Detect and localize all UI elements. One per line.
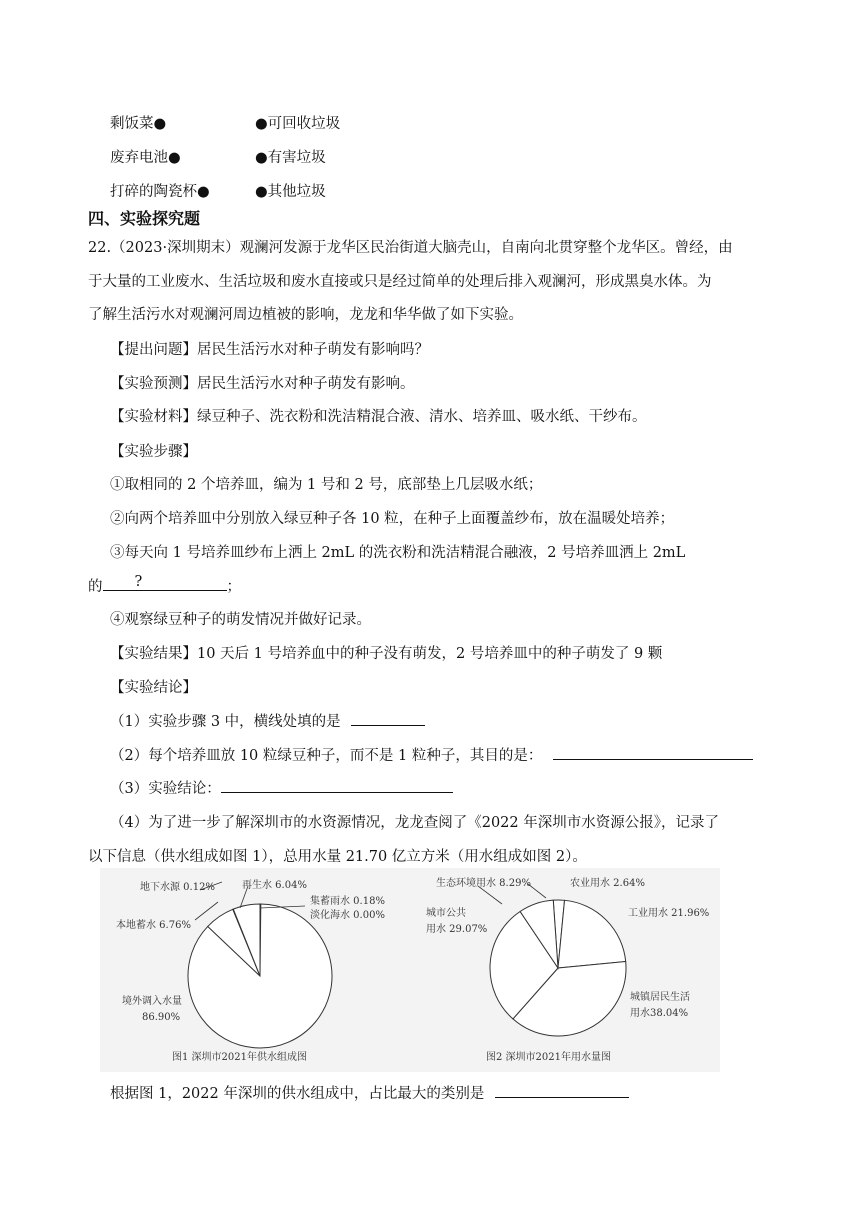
label-chengzhen-1: 城镇居民生活 bbox=[630, 992, 690, 1003]
step-3-blank-mark: ? bbox=[134, 574, 143, 590]
q2 bbox=[110, 744, 753, 765]
step-4: ④观察绿豆种子的萌发情况并做好记录。 bbox=[110, 612, 371, 628]
label-nongye: 农业用水 2.64% bbox=[570, 878, 645, 889]
label-haishui: 淡化海水 0.00% bbox=[310, 910, 385, 921]
step-1: ①取相同的 2 个培养皿，编为 1 号和 2 号，底部垫上几层吸水纸； bbox=[110, 477, 543, 493]
leader-bendi bbox=[195, 902, 218, 920]
step-3-prefix: 的 bbox=[88, 579, 103, 595]
q2-text: （2）每个培养皿放 10 粒绿豆种子，而不是 1 粒种子，其目的是： bbox=[110, 748, 543, 764]
intro-line-2: 于大量的工业废水、生活垃圾和废水直接或只是经过简单的处理后排入观澜河，形成黑臭水体。为 bbox=[88, 274, 712, 290]
steps-title: 【实验步骤】 bbox=[110, 444, 197, 460]
label-dixia: 地下水源 0.12% bbox=[140, 882, 215, 893]
q1-text: （1）实验步骤 3 中，横线处填的是 bbox=[110, 714, 341, 730]
label-chengzhen-2: 用水38.04% bbox=[630, 1008, 689, 1019]
intro-line-3: 了解生活污水对观澜河周边植被的影响，龙龙和华华做了如下实验。 bbox=[88, 307, 523, 323]
result: 【实验结果】10 天后 1 号培养血中的种子没有萌发，2 号培养皿中的种子萌发了 9 颗 bbox=[110, 646, 663, 662]
label-waijing-2: 86.90% bbox=[142, 1012, 181, 1023]
match-left-1: 剩饭菜● bbox=[110, 116, 167, 132]
pie-2-slices bbox=[490, 900, 626, 1036]
label-gongye: 工业用水 21.96% bbox=[628, 908, 710, 919]
pie-chart-2 bbox=[426, 876, 709, 1063]
q3 bbox=[110, 777, 453, 798]
label-waijing-1: 境外调入水量 bbox=[122, 996, 182, 1007]
label-gonggong-2: 用水 29.07% bbox=[426, 924, 488, 935]
label-yushui: 集蓄雨水 0.18% bbox=[310, 896, 385, 907]
match-right-2: ●有害垃圾 bbox=[255, 150, 326, 166]
step-3-line-1: ③每天向 1 号培养皿纱布上洒上 2mL 的洗衣粉和洗洁精混合融液，2 号培养皿洒上 2mL bbox=[110, 545, 686, 561]
q2-answer-blank[interactable] bbox=[553, 745, 753, 760]
match-right-3: ●其他垃圾 bbox=[255, 184, 326, 200]
pie-charts-svg bbox=[100, 868, 720, 1072]
conclusion-title: 【实验结论】 bbox=[110, 680, 197, 696]
step-3-blank[interactable] bbox=[103, 576, 227, 591]
label-gonggong-1: 城市公共 bbox=[426, 908, 466, 919]
label-shengtai: 生态环境用水 8.29% bbox=[436, 878, 531, 889]
pie-2-slice-1 bbox=[558, 900, 626, 968]
q4-line-2: 以下信息（供水组成如图 1），总用水量 21.70 亿立方米（用水组成如图 2）。 bbox=[88, 849, 587, 865]
final-question-text: 根据图 1，2022 年深圳的供水组成中，占比最大的类别是 bbox=[110, 1086, 485, 1102]
step-3-suffix: ； bbox=[226, 579, 241, 595]
q1-answer-blank[interactable] bbox=[351, 711, 425, 726]
match-left-3: 打碎的陶瓷杯● bbox=[110, 184, 210, 200]
q1 bbox=[110, 710, 425, 731]
label-zaisheng: 再生水 6.04% bbox=[242, 880, 307, 891]
q3-answer-blank[interactable] bbox=[221, 778, 453, 793]
step-3-line-2 bbox=[88, 575, 241, 596]
q4-line-1: （4）为了进一步了解深圳市的水资源情况，龙龙查阅了《2022 年深圳市水资源公报》，记录了 bbox=[110, 815, 719, 831]
pie-1-slices bbox=[188, 904, 332, 1048]
pie-charts-figure bbox=[100, 868, 720, 1072]
materials: 【实验材料】绿豆种子、洗衣粉和洗洁精混合液、清水、培养皿、吸水纸、干纱布。 bbox=[110, 409, 647, 425]
chart-1-title: 图1 深圳市2021年供水组成图 bbox=[172, 1052, 307, 1063]
intro-line-1: 22.（2023·深圳期末）观澜河发源于龙华区民治街道大脑壳山，自南向北贯穿整个龙华区。曾经，由 bbox=[88, 240, 733, 256]
match-left-2: 废弃电池● bbox=[110, 150, 181, 166]
match-right-1: ●可回收垃圾 bbox=[255, 116, 341, 132]
pie-chart-1 bbox=[116, 878, 385, 1063]
final-answer-blank[interactable] bbox=[495, 1083, 629, 1098]
label-bendi: 本地蓄水 6.76% bbox=[116, 920, 191, 931]
prediction: 【实验预测】居民生活污水对种子萌发有影响。 bbox=[110, 376, 415, 392]
question-raised: 【提出问题】居民生活污水对种子萌发有影响吗？ bbox=[110, 342, 429, 358]
final-question bbox=[110, 1082, 629, 1103]
step-2: ②向两个培养皿中分别放入绿豆种子各 10 粒，在种子上面覆盖纱布，放在温暖处培养； bbox=[110, 511, 675, 527]
q3-text: （3）实验结论： bbox=[110, 781, 221, 797]
section-title: 四、实验探究题 bbox=[88, 209, 201, 228]
chart-2-title: 图2 深圳市2021年用水量图 bbox=[486, 1052, 611, 1063]
